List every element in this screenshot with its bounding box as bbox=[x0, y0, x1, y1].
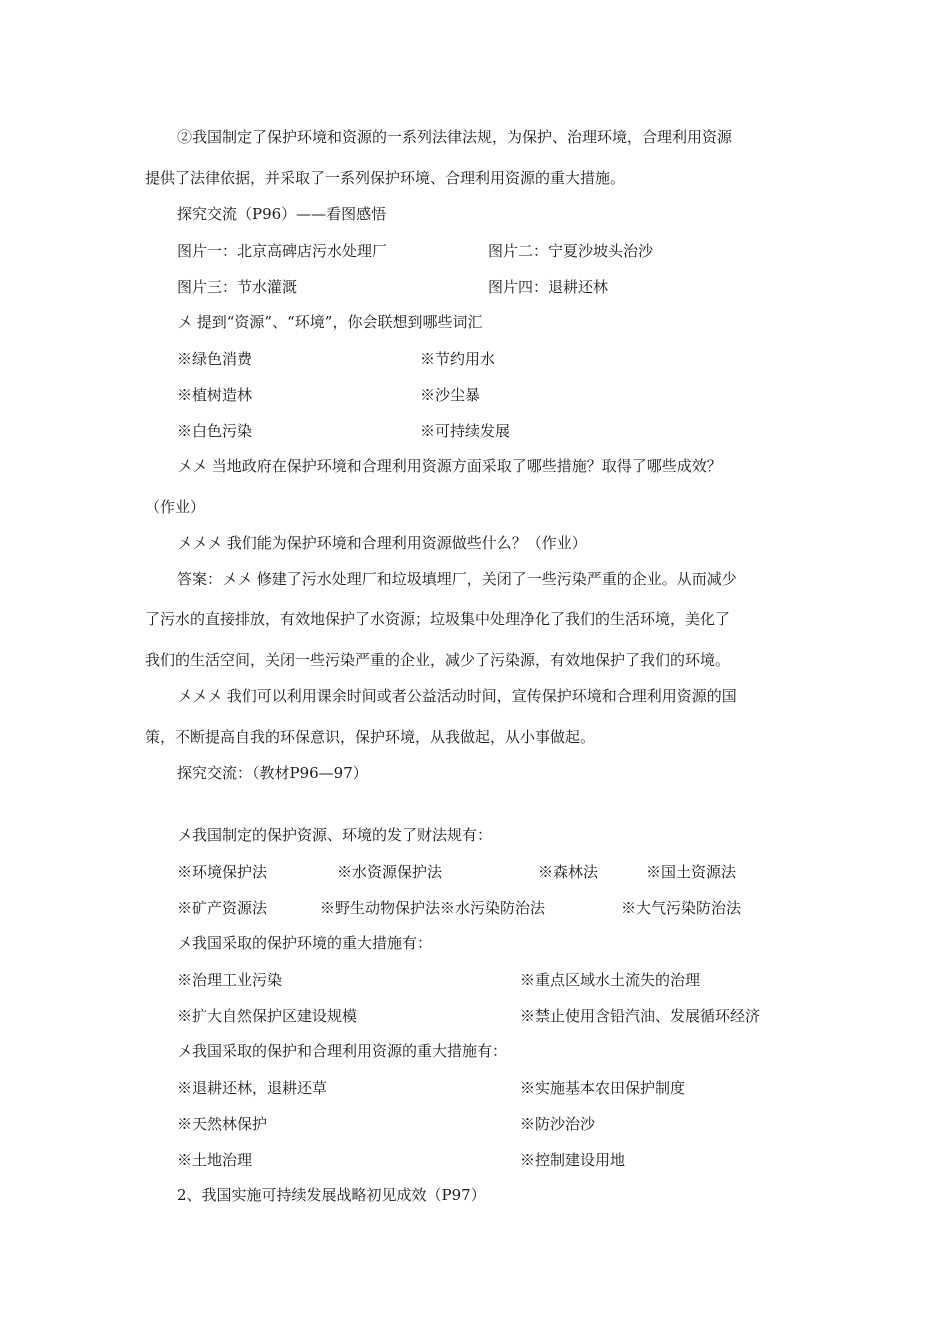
list-heading: 〤我国采取的保护环境的重大措施有： bbox=[177, 934, 433, 952]
question-line: 〤〤 当地政府在保护环境和合理利用资源方面采取了哪些措施？取得了哪些成效？ bbox=[177, 457, 722, 475]
answer-line: 〤〤〤 我们可以利用课余时间或者公益活动时间，宣传保护环境和合理利用资源的国 bbox=[177, 687, 737, 705]
answer-line: 答案：〤〤 修建了污水处理厂和垃圾填埋厂，关闭了一些污染严重的企业。从而减少 bbox=[177, 570, 737, 588]
law-item: ※森林法 bbox=[538, 863, 599, 881]
measure-item: ※扩大自然保护区建设规模 bbox=[177, 1007, 358, 1025]
law-item: ※环境保护法 bbox=[177, 863, 268, 881]
section-heading: 2、我国实施可持续发展战略初见成效（P97） bbox=[177, 1186, 486, 1204]
question-line: 〤 提到“资源”、“环境”，你会联想到哪些词汇 bbox=[177, 313, 483, 331]
word-item: ※植树造林 bbox=[177, 386, 253, 404]
law-item: ※野生动物保护法※水污染防治法 bbox=[320, 899, 546, 917]
word-item: ※沙尘暴 bbox=[420, 386, 481, 404]
measure-item: ※土地治理 bbox=[177, 1151, 253, 1169]
measure-item: ※实施基本农田保护制度 bbox=[520, 1079, 686, 1097]
measure-item: ※天然林保护 bbox=[177, 1115, 268, 1133]
answer-line: 我们的生活空间，关闭一些污染严重的企业，减少了污染源，有效地保护了我们的环境。 bbox=[145, 651, 731, 669]
picture-caption: 图片四：退耕还林 bbox=[488, 278, 609, 296]
section-heading: 探究交流：（教材P96—97） bbox=[177, 764, 368, 782]
word-item: ※白色污染 bbox=[177, 422, 253, 440]
paragraph-line: ②我国制定了保护环境和资源的一系列法律法规，为保护、治理环境，合理利用资源 bbox=[177, 128, 733, 146]
measure-item: ※禁止使用含铅汽油、发展循环经济 bbox=[520, 1007, 761, 1025]
measure-item: ※重点区域水土流失的治理 bbox=[520, 971, 701, 989]
measure-item: ※治理工业污染 bbox=[177, 971, 283, 989]
answer-line: 了污水的直接排放，有效地保护了水资源；垃圾集中处理净化了我们的生活环境，美化了 bbox=[145, 610, 731, 628]
question-line: 〤〤〤 我们能为保护环境和合理利用资源做些什么？（作业） bbox=[177, 534, 587, 552]
law-item: ※矿产资源法 bbox=[177, 899, 268, 917]
word-item: ※绿色消费 bbox=[177, 350, 253, 368]
list-heading: 〤我国采取的保护和合理利用资源的重大措施有： bbox=[177, 1042, 508, 1060]
measure-item: ※控制建设用地 bbox=[520, 1151, 626, 1169]
paragraph-line: 提供了法律依据，并采取了一系列保护环境、合理利用资源的重大措施。 bbox=[145, 169, 626, 187]
word-item: ※节约用水 bbox=[420, 350, 496, 368]
picture-caption: 图片三：节水灌溉 bbox=[177, 278, 298, 296]
section-heading: 探究交流（P96）——看图感悟 bbox=[177, 205, 387, 223]
law-item: ※水资源保护法 bbox=[337, 863, 443, 881]
word-item: ※可持续发展 bbox=[420, 422, 511, 440]
question-line: （作业） bbox=[145, 498, 206, 516]
law-item: ※国土资源法 bbox=[646, 863, 737, 881]
picture-caption: 图片一：北京高碑店污水处理厂 bbox=[177, 242, 388, 260]
measure-item: ※退耕还林，退耕还草 bbox=[177, 1079, 328, 1097]
answer-line: 策，不断提高自我的环保意识，保护环境，从我做起，从小事做起。 bbox=[145, 728, 596, 746]
law-item: ※大气污染防治法 bbox=[621, 899, 742, 917]
list-heading: 〤我国制定的保护资源、环境的发了财法规有： bbox=[177, 826, 493, 844]
measure-item: ※防沙治沙 bbox=[520, 1115, 596, 1133]
picture-caption: 图片二：宁夏沙坡头治沙 bbox=[488, 242, 654, 260]
